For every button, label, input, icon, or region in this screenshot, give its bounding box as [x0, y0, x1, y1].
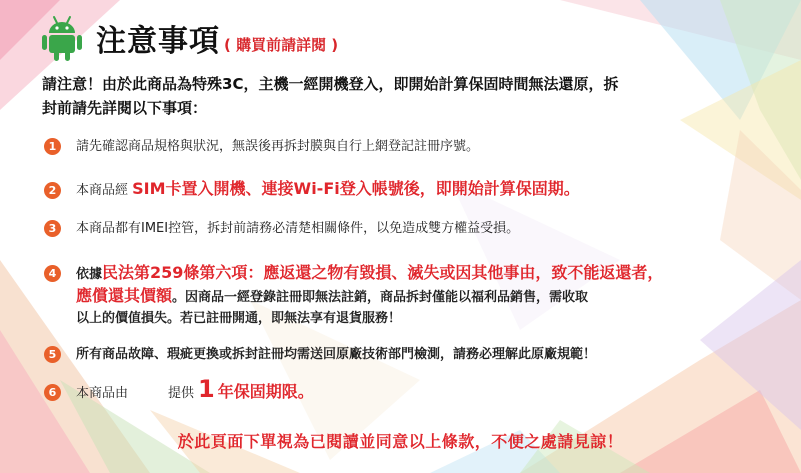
item-text-highlight: SIM卡置入開機、連接Wi-Fi登入帳號後，即開始計算保固期。: [132, 179, 580, 198]
list-item-3: [44, 219, 519, 238]
item-text-pre: 依據: [76, 267, 103, 282]
item-text-highlight-1: 民法第259條第六項：應返還之物有毀損、滅失或因其他事由，致不能返還者，: [102, 263, 664, 282]
page-title: 注意事項: [96, 24, 220, 59]
item-text-line-3: 以上的價值損失。若已註冊開通，即無法享有退貨服務！: [76, 311, 402, 326]
intro-text: [42, 72, 767, 120]
item-text: 所有商品故障、瑕疵更換或拆封註冊均需送回原廠技術部門檢測，請務必理解此原廠規範！: [76, 347, 597, 362]
list-item-2: [44, 179, 580, 200]
item-text-post: 。因商品一經登錄註冊即無法註銷，商品拆封僅能以福利品銷售，需收取: [172, 290, 589, 305]
item-text: 請先確認商品規格與狀況，無誤後再拆封膜與自行上網登記註冊序號。: [76, 139, 480, 154]
item-number-badge: 5: [44, 346, 61, 363]
list-item-4: [44, 262, 663, 329]
android-icon: [42, 14, 82, 62]
page-subtitle: ( 購買前請詳閱 ): [224, 35, 339, 54]
item-text-pre: 本商品由: [76, 386, 129, 401]
item-number-badge: 3: [44, 220, 61, 237]
warranty-years: 1: [198, 375, 215, 403]
footer-notice: 於此頁面下單視為已閱讀並同意以上條款，不便之處請見諒！: [177, 432, 624, 451]
list-item-1: [44, 137, 479, 156]
list-item-5: [44, 345, 596, 364]
intro-line-1: 請注意！由於此商品為特殊3C，主機一經開機登入，即開始計算保固時間無法還原，拆: [42, 75, 619, 93]
header: [42, 14, 338, 62]
item-text-post: 年保固期限。: [217, 382, 314, 401]
item-number-badge: 6: [44, 384, 61, 401]
item-text-pre: 本商品經: [76, 183, 133, 198]
item-text-mid: 提供: [168, 386, 195, 401]
item-number-badge: 4: [44, 265, 61, 282]
item-text-highlight-2: 應償還其價額: [76, 286, 173, 305]
list-item-6: [44, 375, 314, 403]
intro-line-2: 封前請先詳閱以下事項：: [42, 99, 208, 117]
item-number-badge: 1: [44, 138, 61, 155]
item-text: 本商品都有IMEI控管，拆封前請務必清楚相關條件，以免造成雙方權益受損。: [76, 221, 520, 236]
item-number-badge: 2: [44, 182, 61, 199]
